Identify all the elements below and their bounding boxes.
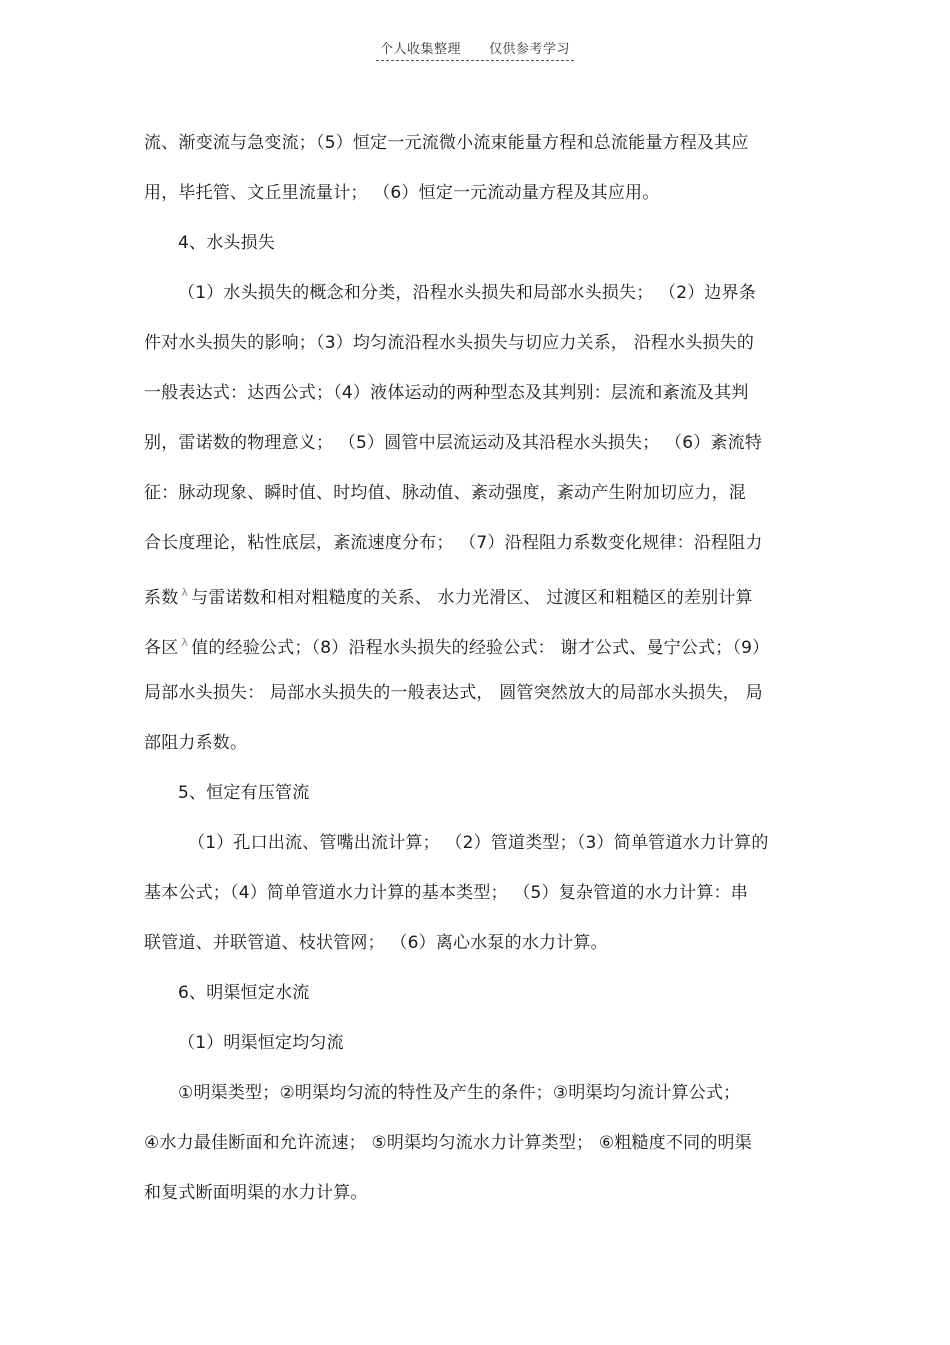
text-line: 联管道、并联管道、枝状管网； （6）离心水泵的水力计算。 <box>144 933 608 953</box>
text-segment: 系数 <box>144 588 179 608</box>
header-text <box>376 38 574 61</box>
text-line: 用，毕托管、文丘里流量计； （6）恒定一元流动量方程及其应用。 <box>144 183 660 203</box>
text-line: 基本公式；（4）简单管道水力计算的基本类型； （5）复杂管道的水力计算：串 <box>144 883 748 903</box>
text-line: 和复式断面明渠的水力计算。 <box>144 1183 368 1203</box>
lambda-symbol: λ <box>181 586 189 599</box>
text-line: （1）孔口出流、管嘴出流计算； （2）管道类型；（3）简单管道水力计算的 <box>188 833 769 853</box>
text-line <box>144 568 812 618</box>
section-heading: 4、水头损失 <box>178 233 276 253</box>
text-segment: 与雷诺数和相对粗糙度的关系、 水力光滑区、 过渡区和粗糙区的差别计算 <box>191 588 753 608</box>
text-line <box>144 618 812 668</box>
text-line: 合长度理论，粘性底层，紊流速度分布； （7）沿程阻力系数变化规律：沿程阻力 <box>144 533 763 553</box>
document-body <box>144 118 812 1218</box>
text-line: 局部水头损失： 局部水头损失的一般表达式， 圆管突然放大的局部水头损失， 局 <box>144 683 763 703</box>
lambda-symbol: λ <box>181 636 189 649</box>
page-header <box>0 38 950 61</box>
header-right-text: 仅供参考学习 <box>489 42 571 57</box>
text-line: 部阻力系数。 <box>144 733 248 753</box>
section-heading: 6、明渠恒定水流 <box>178 983 310 1003</box>
section-heading: 5、恒定有压管流 <box>178 783 310 803</box>
text-line: 件对水头损失的影响；（3）均匀流沿程水头损失与切应力关系， 沿程水头损失的 <box>144 333 755 353</box>
text-line: 流、渐变流与急变流；（5）恒定一元流微小流束能量方程和总流能量方程及其应 <box>144 133 749 153</box>
text-line: ④水力最佳断面和允许流速； ⑤明渠均匀流水力计算类型； ⑥粗糙度不同的明渠 <box>144 1133 752 1153</box>
text-segment: 各区 <box>144 638 179 658</box>
text-line: （1）水头损失的概念和分类，沿程水头损失和局部水头损失； （2）边界条 <box>178 283 757 303</box>
text-line: ①明渠类型；②明渠均匀流的特性及产生的条件；③明渠均匀流计算公式； <box>178 1083 741 1103</box>
text-line: 征：脉动现象、瞬时值、时均值、脉动值、紊动强度，紊动产生附加切应力，混 <box>144 483 746 503</box>
text-line: 别，雷诺数的物理意义； （5）圆管中层流运动及其沿程水头损失； （6）紊流特 <box>144 433 763 453</box>
subsection-heading: （1）明渠恒定均匀流 <box>178 1033 344 1053</box>
text-segment: 值的经验公式；（8）沿程水头损失的经验公式： 谢才公式、曼宁公式；（9） <box>191 638 770 658</box>
text-line: 一般表达式：达西公式；（4）液体运动的两种型态及其判别：层流和紊流及其判 <box>144 383 749 403</box>
header-left-text: 个人收集整理 <box>379 42 461 57</box>
